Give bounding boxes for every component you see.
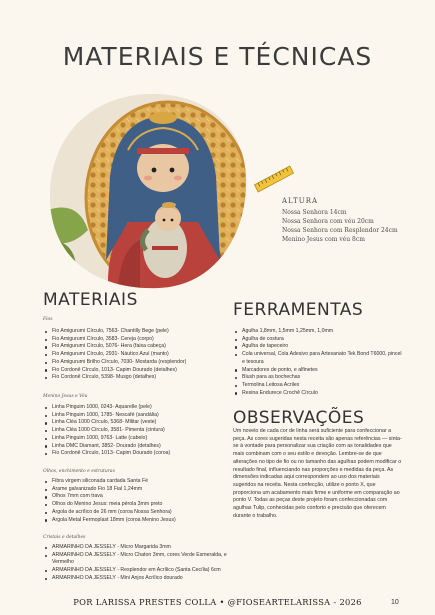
menino-list [43,404,233,458]
olhos-list [43,478,233,524]
list-item: Linha Pinguim 1000, 0243- Aquarelle (pele) [43,404,233,412]
ruler-icon [252,163,296,195]
list-item: Marcadores de ponto, e alfinetes [233,367,403,375]
list-item: Linha DMC Diamant, 3852- Dourado (detalhes) [43,443,233,451]
list-item: Fio Amigurumi Brilho Círculo, 7030- Mostarda (resplendor) [43,359,233,367]
doll-photo [48,90,248,290]
list-item: Linha Pinguim 1000, 9763- Latte (cabelo) [43,435,233,443]
page-title: MATERIAIS E TÉCNICAS [62,42,373,71]
page-number: 10 [391,599,399,606]
group-label-fios: Fios [43,317,53,322]
altura-block [282,197,432,244]
list-item: Fio Cordonê Círculo, 1013- Capim Dourado (detalhes) [43,367,233,375]
list-item: Fio Amigurumi Círculo, 5076- Hera (faixa cabeça) [43,343,233,351]
list-item: Linha Pinguim 1000, 1785- Nescafé (sandália) [43,412,233,420]
list-item: Fio Amigurumi Círculo, 7563- Chantilly Bege (pele) [43,328,233,336]
list-item: ARMARINHO DA JESSELY - Resplendor em Acrílico (Santa Cecília) 6cm [43,567,233,575]
altura-line: Menino Jesus com véu 8cm [282,236,365,243]
list-item: Olhos do Menino Jesus: meia pérola 3mm preto [43,501,233,509]
list-item: Fio Amigurumi Círculo, 2931- Náutico Azul (manto) [43,351,233,359]
observacoes-heading: OBSERVAÇÕES [233,408,365,428]
list-item: Fio Cordonê Círculo, 1013- Capim Dourado (coroa) [43,450,233,458]
list-item: ARMARINHO DA JESSELY - Micro Chaton 3mm, cores Verde Esmeralda, e Vermelho [43,552,233,567]
list-item: Agulha 1,8mm, 1,5mm 1,25mm, 1,0mm [233,328,403,336]
list-item: Arame galvanizado Fio 18 Fial 1,24mm [43,486,233,494]
group-label-olhos: Olhos, enchimento e estruturas [43,469,115,474]
altura-line: Nossa Senhora com Resplendor 24cm [282,227,398,234]
ferramentas-list [233,328,403,397]
list-item: Cola universal, Cola Adesivo para Artesanato Tek Bond T6000, pincel e tesoura [233,351,403,366]
materiais-heading: MATERIAIS [43,290,138,310]
cristais-list [43,544,233,583]
list-item: Linha Cléa 1000 Círculo, 3581- Pimenta (cintura) [43,427,233,435]
altura-line: Nossa Senhora com véu 20cm [282,218,374,225]
list-item: ARMARINHO DA JESSELY - Mini Anjos Acrílico dourado [43,575,233,583]
list-item: Resina Endurece Crochê Círculo [233,390,403,398]
altura-line: Nossa Senhora 14cm [282,209,347,216]
observacoes-text: Um novelo de cada cor de linha será suficiente para confeccionar a peça. As cores sugeridas nesta receita são apenas referências — sinta-se à vontade para personalizar sua criação com as tonalidades que mais combinam com o seu estilo e devoção. Lembre-se de que alterações no tipo de fio ou no tamanho das agulhas podem modificar o resultado final, influenciando nas proporções e medidas da peça. As dimensões indicadas aqui correspondem ao uso dos materiais sugeridos na receita. Nesta confecção, utilize o ponto X, que proporciona um acabamento mais firme e uniforme em comparação ao ponto V. Todas as peças deste projeto foram confeccionadas com agulhas Tulip, conhecidas pelo conforto e precisão que oferecem durante o trabalho. [233,428,402,519]
list-item: Argola Metal Fermoplast 18mm (coroa Menino Jesus) [43,517,233,525]
fios-list [43,328,233,382]
list-item: Fio Cordonê Círculo, 5398- Musgo (detalhes) [43,374,233,382]
list-item: Agulha de tapeceiro [233,343,403,351]
list-item: Termolina Leitosa Acrilex [233,382,403,390]
altura-heading: ALTURA [282,197,319,205]
list-item: Agulha de costura [233,336,403,344]
group-label-menino: Menino Jesus e Véu [43,394,88,399]
footer-credit: POR LARISSA PRESTES COLLA • @FIOSEARTELARISSA - 2026 [73,597,362,607]
group-label-cristais: Cristais e detalhes [43,535,86,540]
list-item: Argola de acrílico de 26 mm (coroa Nossa Senhora) [43,509,233,517]
list-item: ARMARINHO DA JESSELY - Micro Margarida 3mm [43,544,233,552]
ferramentas-heading: FERRAMENTAS [233,300,364,320]
list-item: Fibra virgem siliconada cardada Santa Fé [43,478,233,486]
list-item: Linha Cléa 1000 Círculo, 5368- Militar (veste) [43,419,233,427]
list-item: Blush para as bochechas [233,374,403,382]
list-item: Olhos 7mm com trava [43,493,233,501]
list-item: Fio Amigurumi Círculo, 3583- Cereja (corpo) [43,336,233,344]
